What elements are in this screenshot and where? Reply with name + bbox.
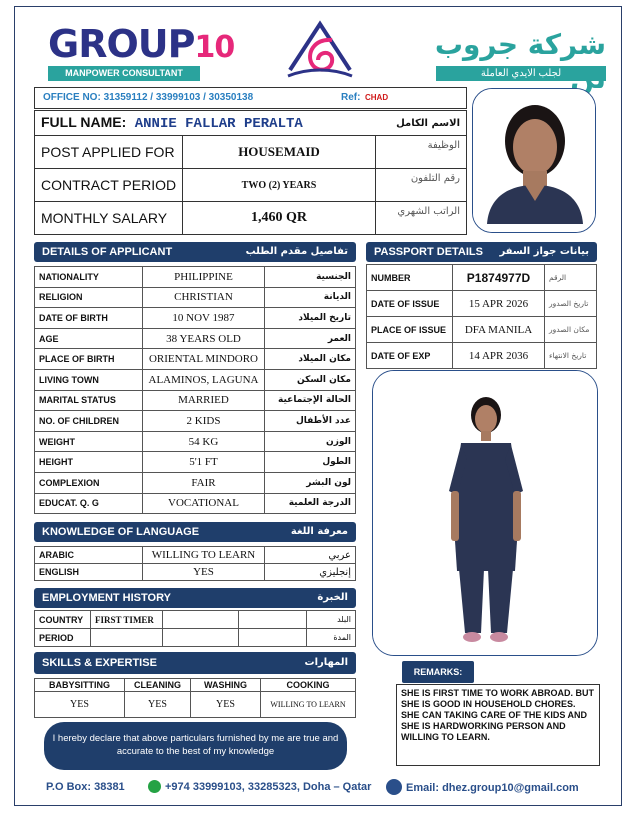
full-name-value: ANNIE FALLAR PERALTA bbox=[134, 116, 303, 132]
passport-arabic: مكان الصدور bbox=[545, 317, 597, 343]
remarks-label: REMARKS: bbox=[402, 661, 474, 683]
language-table bbox=[34, 546, 356, 581]
brand-logo: GROUP10 bbox=[48, 22, 235, 66]
detail-arabic: مكان السكن bbox=[265, 369, 356, 390]
declaration-banner: I hereby declare that above particulars furnished by me are true and accurate to the best of my knowledge bbox=[44, 722, 347, 770]
detail-label: PLACE OF BIRTH bbox=[35, 349, 143, 370]
full-body-image bbox=[373, 371, 598, 656]
employment-title: EMPLOYMENT HISTORY bbox=[42, 592, 171, 604]
employment-header bbox=[34, 588, 356, 608]
table-row bbox=[367, 265, 597, 291]
detail-value: MARRIED bbox=[143, 390, 265, 411]
applicant-full-photo bbox=[372, 370, 598, 656]
detail-arabic: الوزن bbox=[265, 431, 356, 452]
whatsapp-icon bbox=[148, 780, 161, 793]
passport-label: NUMBER bbox=[367, 265, 453, 291]
table-row bbox=[35, 328, 356, 349]
detail-value: 5'1 FT bbox=[143, 452, 265, 473]
full-name-arabic: الاسم الكامل bbox=[376, 111, 467, 136]
table-row bbox=[35, 308, 356, 329]
table-row bbox=[35, 369, 356, 390]
table-row bbox=[35, 564, 356, 581]
email-icon bbox=[386, 779, 402, 795]
passport-label: PLACE OF ISSUE bbox=[367, 317, 453, 343]
salary-value: 1,460 QR bbox=[183, 202, 376, 235]
detail-value: PHILIPPINE bbox=[143, 267, 265, 288]
language-title-arabic: معرفة اللغة bbox=[290, 526, 348, 537]
table-row bbox=[35, 411, 356, 432]
company-emblem-icon bbox=[284, 20, 356, 82]
footer-phone-text: +974 33999103, 33285323, Doha – Qatar bbox=[165, 781, 372, 793]
table-row bbox=[35, 472, 356, 493]
skills-header bbox=[34, 652, 356, 674]
detail-label: COMPLEXION bbox=[35, 472, 143, 493]
details-table bbox=[34, 266, 356, 514]
table-row bbox=[35, 493, 356, 514]
passport-title: PASSPORT DETAILS bbox=[374, 246, 483, 258]
detail-label: AGE bbox=[35, 328, 143, 349]
applicant-headshot bbox=[472, 88, 596, 233]
salary-label: MONTHLY SALARY bbox=[35, 202, 183, 235]
skill-value: WILLING TO LEARN bbox=[261, 692, 356, 718]
arabic-brand: شركة جروب bbox=[434, 28, 606, 61]
detail-value: ORIENTAL MINDORO bbox=[143, 349, 265, 370]
skill-header: WASHING bbox=[191, 679, 261, 692]
country-value: FIRST TIMER bbox=[91, 611, 163, 629]
ref-value: CHAD bbox=[365, 93, 389, 102]
detail-arabic: تاريخ الميلاد bbox=[265, 308, 356, 329]
skill-header: COOKING bbox=[261, 679, 356, 692]
detail-label: LIVING TOWN bbox=[35, 369, 143, 390]
employment-table bbox=[34, 610, 356, 647]
detail-value: 54 KG bbox=[143, 431, 265, 452]
detail-label: NO. OF CHILDREN bbox=[35, 411, 143, 432]
empty-cell bbox=[91, 629, 163, 647]
table-row bbox=[35, 547, 356, 564]
detail-value: VOCATIONAL bbox=[143, 493, 265, 514]
detail-arabic: الحالة الإجتماعية bbox=[265, 390, 356, 411]
table-row bbox=[35, 349, 356, 370]
detail-value: ALAMINOS, LAGUNA bbox=[143, 369, 265, 390]
detail-arabic: الديانة bbox=[265, 287, 356, 308]
detail-value: CHRISTIAN bbox=[143, 287, 265, 308]
passport-title-arabic: بيانات جواز السفر bbox=[499, 246, 589, 257]
passport-number: P1874977D bbox=[453, 265, 545, 291]
language-label: ENGLISH bbox=[35, 564, 143, 581]
office-label: OFFICE NO: bbox=[43, 92, 101, 103]
detail-label: MARITAL STATUS bbox=[35, 390, 143, 411]
empty-cell bbox=[163, 629, 239, 647]
salary-arabic: الراتب الشهري bbox=[376, 202, 467, 235]
skill-value: YES bbox=[35, 692, 125, 718]
passport-value: 14 APR 2036 bbox=[453, 343, 545, 369]
table-row bbox=[367, 317, 597, 343]
detail-arabic: الجنسية bbox=[265, 267, 356, 288]
skills-title: SKILLS & EXPERTISE bbox=[42, 657, 157, 669]
remarks-text: SHE IS FIRST TIME TO WORK ABROAD. BUT SHE IS GOOD IN HOUSEHOLD CHORES. SHE CAN TAKING CARE OF THE KIDS AND SHE IS HARDWORKING PERSON AND WILLING TO LEARN. bbox=[396, 684, 600, 766]
detail-arabic: الدرجة العلمية bbox=[265, 493, 356, 514]
detail-label: EDUCAT. Q. G bbox=[35, 493, 143, 514]
table-row bbox=[367, 343, 597, 369]
language-value: WILLING TO LEARN bbox=[143, 547, 265, 564]
language-value: YES bbox=[143, 564, 265, 581]
brand-tagline: MANPOWER CONSULTANT bbox=[48, 66, 200, 81]
office-bar bbox=[34, 87, 467, 109]
detail-value: FAIR bbox=[143, 472, 265, 493]
post-label: POST APPLIED FOR bbox=[35, 136, 183, 169]
table-row bbox=[35, 611, 356, 629]
period-arabic: المدة bbox=[307, 629, 356, 647]
passport-label: DATE OF EXP bbox=[367, 343, 453, 369]
footer-phone bbox=[148, 780, 371, 794]
detail-label: WEIGHT bbox=[35, 431, 143, 452]
language-header bbox=[34, 522, 356, 542]
detail-label: HEIGHT bbox=[35, 452, 143, 473]
table-row bbox=[367, 291, 597, 317]
country-arabic: البلد bbox=[307, 611, 356, 629]
passport-label: DATE OF ISSUE bbox=[367, 291, 453, 317]
table-row bbox=[35, 692, 356, 718]
table-row bbox=[35, 431, 356, 452]
skills-title-arabic: المهارات bbox=[304, 657, 348, 668]
arabic-tagline: لجلب الايدي العاملة bbox=[436, 66, 606, 81]
table-row bbox=[35, 679, 356, 692]
passport-arabic: تاريخ الصدور bbox=[545, 291, 597, 317]
detail-arabic: مكان الميلاد bbox=[265, 349, 356, 370]
contract-label: CONTRACT PERIOD bbox=[35, 169, 183, 202]
country-label: COUNTRY bbox=[35, 611, 91, 629]
detail-arabic: عدد الأطفال bbox=[265, 411, 356, 432]
employment-title-arabic: الخبرة bbox=[317, 592, 348, 603]
detail-arabic: لون البشر bbox=[265, 472, 356, 493]
contract-value: TWO (2) YEARS bbox=[183, 169, 376, 202]
skill-header: BABYSITTING bbox=[35, 679, 125, 692]
table-row bbox=[35, 390, 356, 411]
passport-value: 15 APR 2026 bbox=[453, 291, 545, 317]
skill-header: CLEANING bbox=[125, 679, 191, 692]
skill-value: YES bbox=[191, 692, 261, 718]
empty-cell bbox=[239, 611, 307, 629]
detail-value: 10 NOV 1987 bbox=[143, 308, 265, 329]
passport-arabic: الرقم bbox=[545, 265, 597, 291]
headshot-image bbox=[473, 89, 596, 233]
detail-arabic: العمر bbox=[265, 328, 356, 349]
passport-arabic: تاريخ الانتهاء bbox=[545, 343, 597, 369]
contract-arabic: رقم التلفون bbox=[376, 169, 467, 202]
detail-arabic: الطول bbox=[265, 452, 356, 473]
full-name-cell bbox=[35, 111, 376, 136]
full-name-label: FULL NAME: bbox=[41, 114, 127, 130]
footer-email-text: Email: dhez.group10@gmail.com bbox=[406, 782, 579, 794]
table-row bbox=[35, 452, 356, 473]
skill-value: YES bbox=[125, 692, 191, 718]
table-row bbox=[35, 629, 356, 647]
detail-label: DATE OF BIRTH bbox=[35, 308, 143, 329]
details-title-arabic: تفاصيل مقدم الطلب bbox=[245, 246, 348, 257]
detail-value: 38 YEARS OLD bbox=[143, 328, 265, 349]
language-arabic: عربي bbox=[265, 547, 356, 564]
passport-header bbox=[366, 242, 597, 262]
skills-table bbox=[34, 678, 356, 718]
main-info-table bbox=[34, 110, 467, 235]
details-header bbox=[34, 242, 356, 262]
table-row bbox=[35, 287, 356, 308]
ref-label: Ref: bbox=[341, 92, 361, 103]
details-title: DETAILS OF APPLICANT bbox=[42, 246, 173, 258]
passport-table bbox=[366, 264, 597, 369]
table-row bbox=[35, 267, 356, 288]
footer-email bbox=[386, 780, 579, 796]
post-value: HOUSEMAID bbox=[183, 136, 376, 169]
detail-label: NATIONALITY bbox=[35, 267, 143, 288]
language-title: KNOWLEDGE OF LANGUAGE bbox=[42, 526, 200, 538]
period-label: PERIOD bbox=[35, 629, 91, 647]
empty-cell bbox=[239, 629, 307, 647]
post-arabic: الوظيفة bbox=[376, 136, 467, 169]
passport-value: DFA MANILA bbox=[453, 317, 545, 343]
language-arabic: إنجليزي bbox=[265, 564, 356, 581]
detail-value: 2 KIDS bbox=[143, 411, 265, 432]
footer-po-box: P.O Box: 38381 bbox=[46, 781, 125, 793]
empty-cell bbox=[163, 611, 239, 629]
language-label: ARABIC bbox=[35, 547, 143, 564]
office-numbers: 31359112 / 33999103 / 30350138 bbox=[103, 92, 254, 103]
detail-label: RELIGION bbox=[35, 287, 143, 308]
